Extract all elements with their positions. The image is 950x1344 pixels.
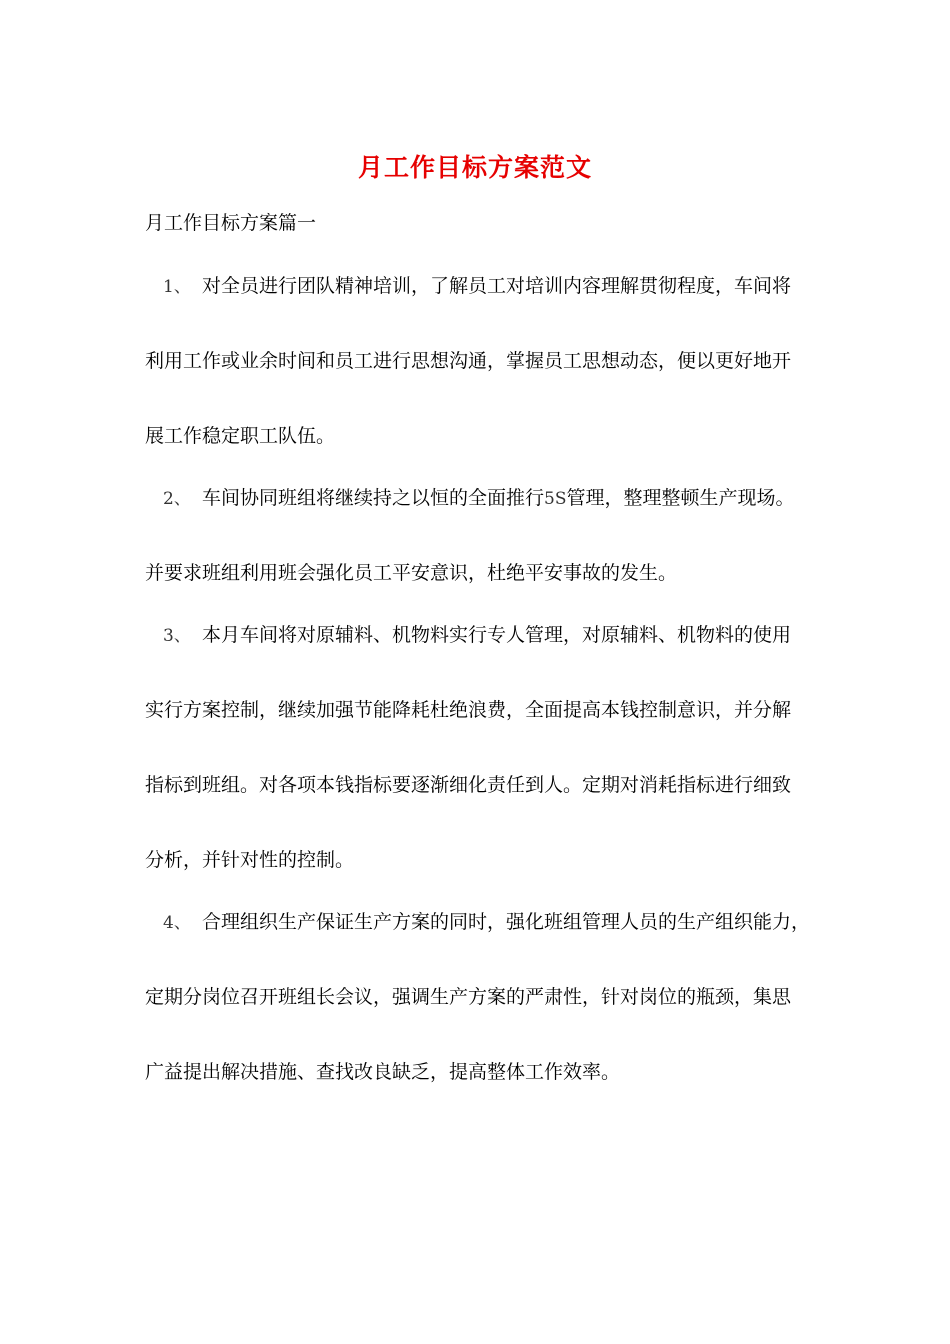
item-2-number: 2、 [163,489,191,509]
item-3-number: 3、 [163,626,191,646]
item-1-line-2: 利用工作或业余时间和员工进行思想沟通，掌握员工思想动态，便以更好地开 [145,350,792,372]
item-3-line-1 [145,620,810,651]
document-title: 月工作目标方案范文 [357,153,592,182]
item-2-text-after: 管理，整理整顿生产现场。 [566,487,795,509]
item-4-number: 4、 [163,913,191,933]
item-1-number: 1、 [163,277,191,297]
item-4-line-2: 定期分岗位召开班组长会议，强调生产方案的严肃性，针对岗位的瓶颈，集思 [145,986,792,1008]
item-1-line-3: 展工作稳定职工队伍。 [145,425,336,447]
item-4-line-3: 广益提出解决措施、查找改良缺乏，提高整体工作效率。 [145,1061,621,1083]
item-1-text: 对全员进行团队精神培训，了解员工对培训内容理解贯彻程度，车间将 [202,275,792,297]
item-1-line-1 [145,271,810,302]
item-3-text: 本月车间将对原辅料、机物料实行专人管理，对原辅料、机物料的使用 [202,624,792,646]
section-heading: 月工作目标方案篇一 [145,212,317,234]
item-4-line-1 [145,907,810,938]
item-2-line-2: 并要求班组利用班会强化员工平安意识，杜绝平安事故的发生。 [145,562,678,584]
item-4-text: 合理组织生产保证生产方案的同时，强化班组管理人员的生产组织能力， [202,911,810,933]
item-3-line-4: 分析，并针对性的控制。 [145,849,355,871]
item-3-line-3: 指标到班组。对各项本钱指标要逐渐细化责任到人。定期对消耗指标进行细致 [145,774,792,796]
item-2-text-before: 车间协同班组将继续持之以恒的全面推行 [202,487,545,509]
item-2-line-1 [145,483,810,514]
item-2-text-5s: 5S [544,489,567,509]
item-3-line-2: 实行方案控制，继续加强节能降耗杜绝浪费，全面提高本钱控制意识，并分解 [145,699,792,721]
